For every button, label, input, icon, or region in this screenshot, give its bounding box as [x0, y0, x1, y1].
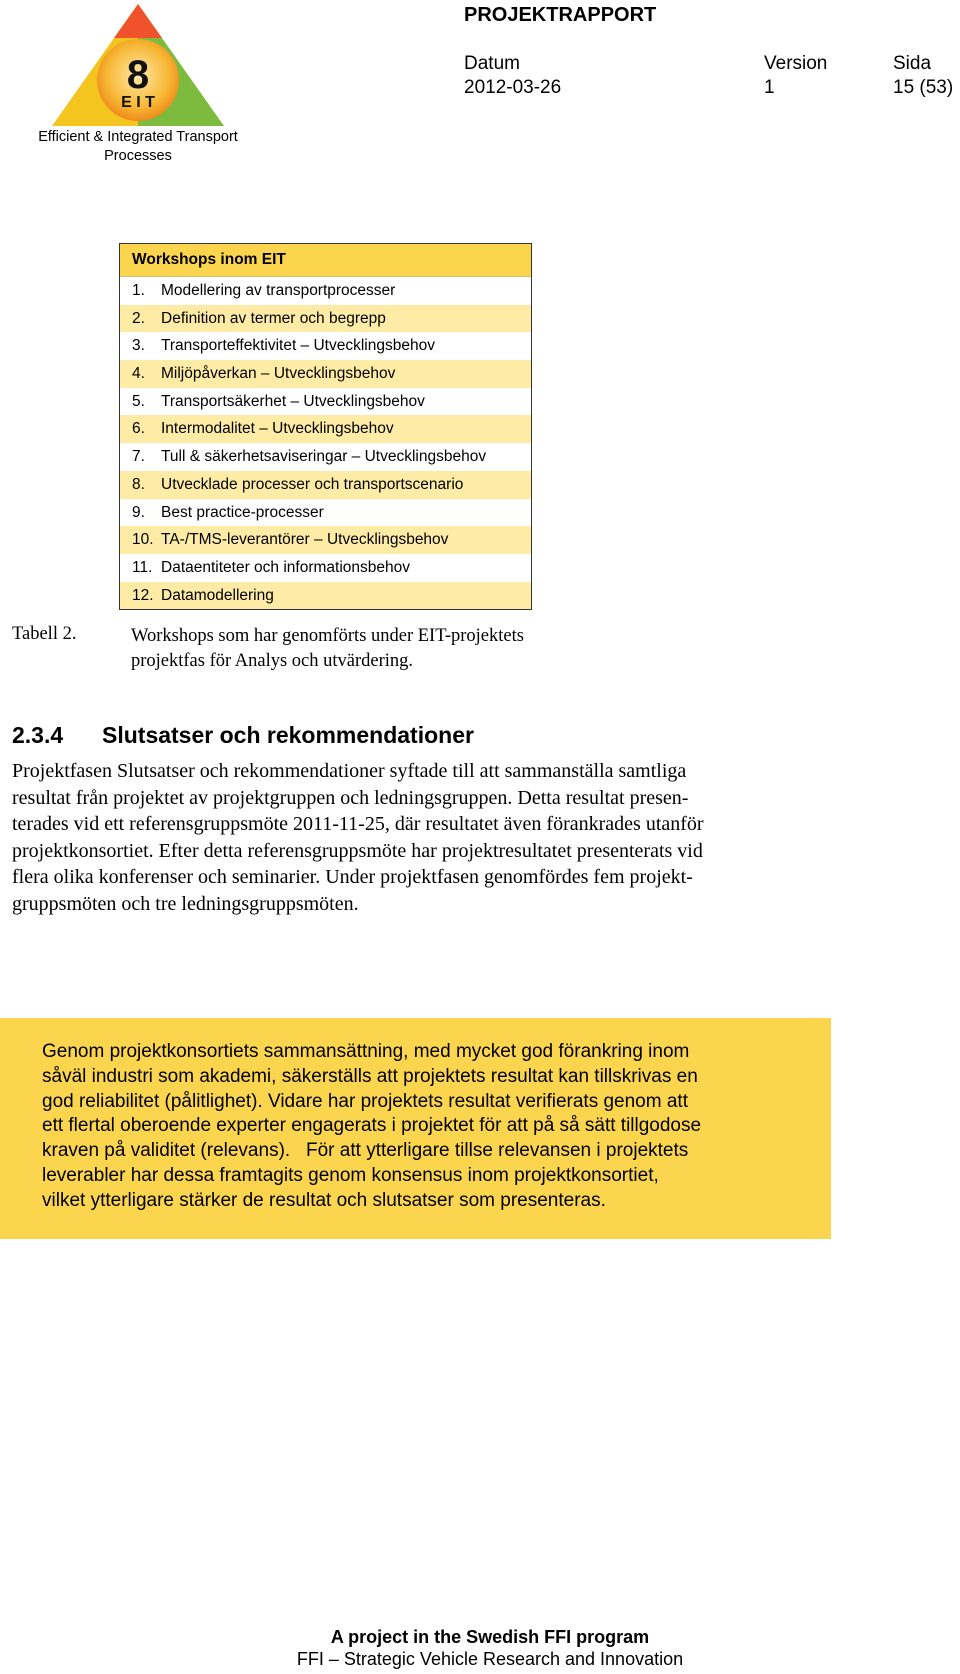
- meta-date: [464, 52, 561, 100]
- highlight-line: kraven på validitet (relevans). För att ytterligare tillse relevansen i projektets: [42, 1140, 689, 1162]
- logo-tagline-line1: Efficient & Integrated Transport: [38, 129, 238, 145]
- date-value: 2012-03-26: [464, 77, 562, 98]
- table-caption-line1: Workshops som har genomförts under EIT-projektets: [131, 626, 524, 646]
- workshop-row-text: Datamodellering: [161, 586, 274, 604]
- page-value: 15 (53): [893, 77, 954, 98]
- table-caption-line2: projektfas för Analys och utvärdering.: [131, 651, 414, 671]
- meta-version: [764, 52, 827, 100]
- page-label: Sida: [893, 53, 932, 74]
- workshop-row-text: Transportsäkerhet – Utvecklingsbehov: [161, 392, 425, 410]
- highlight-line: ett flertal oberoende experter engagerats i projektet för att på så sätt tillgodose: [42, 1115, 702, 1137]
- workshop-row-text: Dataentiteter och informationsbehov: [161, 558, 411, 576]
- workshop-row-number: 3.: [132, 337, 145, 355]
- workshop-row: [120, 554, 531, 582]
- meta-page: [893, 52, 953, 100]
- workshop-row: [120, 388, 531, 416]
- workshop-row-text: Utvecklade processer och transportscenario: [161, 475, 464, 493]
- workshop-table-title: Workshops inom EIT: [120, 244, 531, 277]
- workshop-row: [120, 305, 531, 333]
- workshop-row: [120, 443, 531, 471]
- section-number: 2.3.4: [12, 722, 64, 748]
- workshop-row-text: Definition av termer och begrepp: [161, 309, 386, 327]
- workshop-row: [120, 360, 531, 388]
- body-line: projektkonsortiet. Efter detta referensgruppsmöte har projektresultatet presenterats vid: [12, 839, 703, 862]
- date-label: Datum: [464, 53, 520, 74]
- highlight-box: [0, 1018, 831, 1239]
- workshop-row: [120, 415, 531, 443]
- workshop-row: [120, 471, 531, 499]
- section-heading: [12, 722, 474, 749]
- workshop-row-number: 8.: [132, 475, 145, 493]
- eit-logo: [18, 4, 258, 170]
- body-line: resultat från projektet av projektgruppen och ledningsgruppen. Detta resultat presen-: [12, 786, 689, 809]
- workshop-row-number: 1.: [132, 282, 145, 299]
- workshop-row-number: 6.: [132, 420, 145, 438]
- body-line: gruppsmöten och tre ledningsgruppsmöten.: [12, 892, 359, 915]
- body-line: Projektfasen Slutsatser och rekommendationer syftade till att sammanställa samtliga: [12, 760, 687, 782]
- eit-triangle-logo: [52, 4, 224, 128]
- workshop-row-text: Tull & säkerhetsaviseringar – Utvecklingsbehov: [161, 448, 487, 466]
- workshop-row-number: 11.: [132, 558, 153, 576]
- highlight-text: [42, 1040, 701, 1214]
- workshop-row: [120, 332, 531, 360]
- workshop-row-number: 10.: [132, 531, 154, 549]
- workshop-row-text: Intermodalitet – Utvecklingsbehov: [161, 420, 394, 438]
- version-label: Version: [764, 53, 828, 74]
- footer-line2: FFI – Strategic Vehicle Research and Innovation: [296, 1649, 684, 1669]
- logo-number: 8: [126, 53, 150, 97]
- footer-line1: A project in the Swedish FFI program: [330, 1627, 650, 1647]
- workshop-row-number: 4.: [132, 365, 145, 383]
- workshop-row-text: Best practice-processer: [161, 503, 324, 521]
- workshop-row-text: Modellering av transportprocesser: [161, 282, 396, 299]
- workshop-row-number: 7.: [132, 448, 145, 466]
- highlight-line: Genom projektkonsortiets sammansättning, med mycket god förankring inom: [42, 1041, 690, 1062]
- workshop-row-text: Transporteffektivitet – Utvecklingsbehov: [161, 337, 435, 355]
- workshop-row: [120, 277, 531, 305]
- highlight-line: god reliabilitet (pålitlighet). Vidare har projektets resultat verifierats genom att: [42, 1090, 688, 1112]
- logo-tagline: [18, 128, 258, 166]
- body-line: flera olika konferenser och seminarier. Under projektfasen genomfördes fem projekt-: [12, 866, 693, 889]
- workshop-row-number: 5.: [132, 392, 145, 410]
- section-title: Slutsatser och rekommendationer: [102, 722, 474, 748]
- workshop-table: [119, 243, 532, 610]
- workshop-row: [120, 526, 531, 554]
- workshop-row-number: 12.: [132, 586, 154, 604]
- body-line: terades vid ett referensgruppsmöte 2011-11-25, där resultatet även förankrades utanför: [12, 813, 704, 836]
- version-value: 1: [764, 77, 775, 98]
- workshop-row: [120, 499, 531, 527]
- section-body: [12, 758, 842, 918]
- table-caption-text: [131, 624, 601, 674]
- table-caption-label: Tabell 2.: [12, 624, 77, 644]
- workshop-row-text: TA-/TMS-leverantörer – Utvecklingsbehov: [161, 531, 449, 549]
- workshop-row-text: Miljöpåverkan – Utvecklingsbehov: [161, 365, 396, 383]
- logo-letters: E I T: [121, 94, 155, 111]
- workshop-row: [120, 582, 531, 610]
- highlight-line: vilket ytterligare stärker de resultat och slutsatser som presenteras.: [42, 1189, 606, 1211]
- highlight-line: såväl industri som akademi, säkerställs att projektets resultat kan tillskrivas en: [42, 1065, 698, 1087]
- page-footer: [0, 1626, 960, 1670]
- highlight-line: leverabler har dessa framtagits genom konsensus inom projektkonsortiet,: [42, 1164, 659, 1186]
- workshop-row-number: 9.: [132, 503, 145, 521]
- workshop-row-number: 2.: [132, 309, 145, 327]
- document-title: PROJEKTRAPPORT: [464, 4, 657, 26]
- logo-tagline-line2: Processes: [104, 148, 172, 164]
